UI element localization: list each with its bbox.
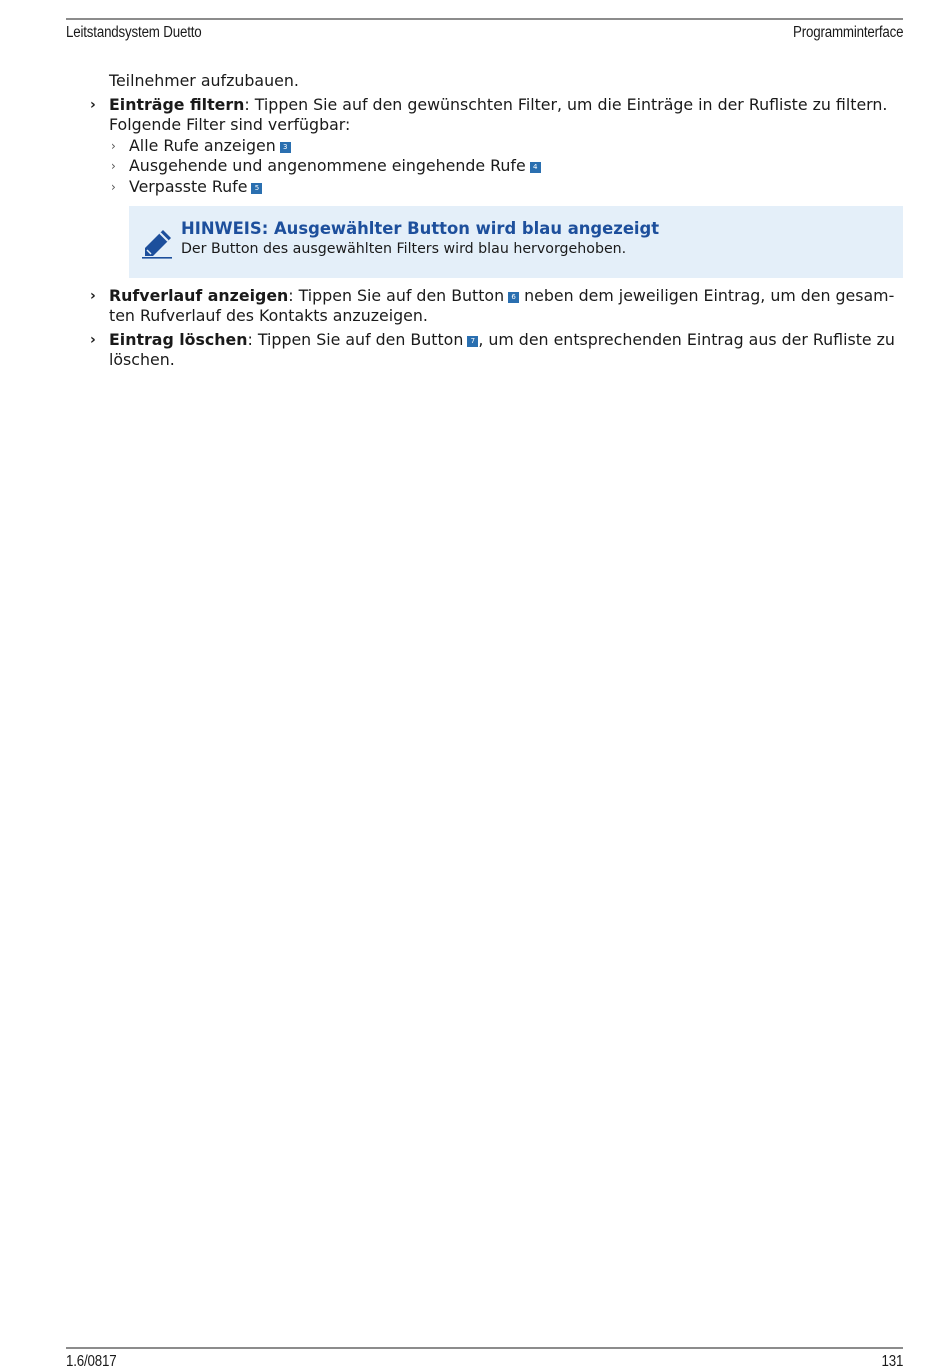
filter-subitem-label: Verpasste Rufe <box>129 177 248 196</box>
history-item-bold: Rufverlauf anzeigen <box>109 286 289 305</box>
callout-badge: 3 <box>280 142 291 153</box>
sub-bullet-arrow-icon: › <box>111 139 116 153</box>
filter-subitem <box>129 136 291 156</box>
callout-badge: 6 <box>508 292 519 303</box>
footer-version: 1.6/0817 <box>66 1353 117 1370</box>
delete-item-text: , um den entsprechenden Eintrag aus der Rufliste zu <box>478 330 895 349</box>
filter-subitem <box>129 156 541 176</box>
callout-badge: 5 <box>251 183 262 194</box>
bullet-arrow-icon: › <box>90 97 96 113</box>
history-item-text: : Tippen Sie auf den Button <box>288 286 505 305</box>
bullet-arrow-icon: › <box>90 332 96 348</box>
page-number: 131 <box>881 1353 903 1370</box>
delete-item-line1 <box>109 330 895 350</box>
filter-item-bold: Einträge filtern <box>109 95 245 114</box>
sub-bullet-arrow-icon: › <box>111 180 116 194</box>
callout-badge: 4 <box>530 162 541 173</box>
footer-rule <box>66 1347 903 1349</box>
note-box <box>129 206 903 278</box>
filter-item-line2: Folgende Filter sind verfügbar: <box>109 115 351 134</box>
callout-badge: 7 <box>467 336 478 347</box>
delete-item-line2: löschen. <box>109 350 175 369</box>
header-right-title: Programminterface <box>792 24 903 41</box>
filter-subitem-label: Alle Rufe anzeigen <box>129 136 276 155</box>
filter-item-line1 <box>109 95 887 115</box>
delete-item-text: : Tippen Sie auf den Button <box>247 330 464 349</box>
header-rule <box>66 18 903 20</box>
filter-item-text: : Tippen Sie auf den gewünschten Filter, um die Einträge in der Rufliste zu filtern. <box>244 95 888 114</box>
header-left-title: Leitstandsystem Duetto <box>66 24 202 41</box>
history-item-line1 <box>109 286 894 306</box>
filter-subitem <box>129 177 262 197</box>
note-text: Der Button des ausgewählten Filters wird blau hervorgehoben. <box>181 241 627 257</box>
bullet-arrow-icon: › <box>90 288 96 304</box>
sub-bullet-arrow-icon: › <box>111 159 116 173</box>
history-item-text: neben dem jeweiligen Eintrag, um den gesam- <box>524 286 895 305</box>
note-title: HINWEIS: Ausgewählter Button wird blau angezeigt <box>181 219 660 238</box>
filter-subitem-label: Ausgehende und angenommene eingehende Rufe <box>129 156 526 175</box>
continuation-line: Teilnehmer aufzubauen. <box>109 71 299 90</box>
delete-item-bold: Eintrag löschen <box>109 330 248 349</box>
pencil-icon <box>141 226 175 260</box>
history-item-line2: ten Rufverlauf des Kontakts anzuzeigen. <box>109 306 428 325</box>
